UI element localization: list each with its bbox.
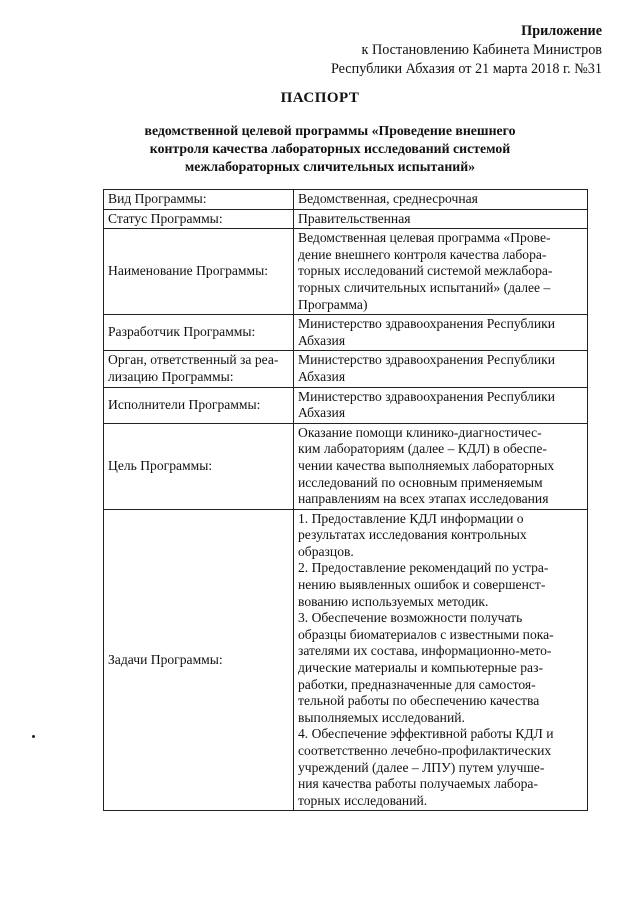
row-label: Статус Программы:	[104, 209, 294, 229]
row-value: Министерство здравоохранения Республики Абхазия	[294, 315, 588, 351]
task-item: 4. Обеспечение эффективной работы КДЛ и соответственно лечебно-профилактических учреждений (далее – ЛПУ) путем улучше- ния качества работы получаемых лабора- торных исследований.	[298, 726, 554, 808]
row-value: Ведомственная, среднесрочная	[294, 190, 588, 210]
appendix-header	[331, 22, 602, 79]
task-item: 1. Предоставление КДЛ информации о результатах исследования контрольных образцов.	[298, 510, 527, 559]
table-row	[104, 387, 588, 423]
task-item: 3. Обеспечение возможности получать образцы биоматериалов с известными пока- зателями их состава, информационно-мето- дические материалы и компьютерные раз- работки, предназначенные для самостоя- тельной работы по обеспечению качества выполняемых исследований.	[298, 610, 554, 725]
row-label: Цель Программы:	[104, 423, 294, 509]
document-subtitle: ведомственной целевой программы «Проведение внешнего контроля качества лабораторных исследований системой межлабораторных сличительных испытаний»	[144, 123, 516, 174]
scan-speck	[32, 735, 35, 738]
row-value: Министерство здравоохранения Республики Абхазия	[294, 387, 588, 423]
row-label: Исполнители Программы:	[104, 387, 294, 423]
table-row	[104, 190, 588, 210]
row-label: Разработчик Программы:	[104, 315, 294, 351]
passport-table	[103, 189, 588, 811]
row-value: Правительственная	[294, 209, 588, 229]
row-value: Оказание помощи клинико-диагностичес- ким лабораториям (далее – КДЛ) в обеспе- чении качества выполняемых лабораторных исследований по основным применяемым направлениям на всех этапах исследования	[294, 423, 588, 509]
table-row	[104, 229, 588, 315]
row-label: Орган, ответственный за реа- лизацию Программы:	[104, 351, 294, 387]
row-label: Наименование Программы:	[104, 229, 294, 315]
document-title: ПАСПОРТ	[280, 90, 360, 106]
table-row	[104, 509, 588, 811]
table-row	[104, 209, 588, 229]
tasks-cell	[294, 509, 588, 811]
task-item: 2. Предоставление рекомендаций по устра- нению выявленных ошибок и совершенст- вованию используемых методик.	[298, 560, 549, 609]
table-row	[104, 351, 588, 387]
appendix-label: Приложение	[521, 23, 602, 39]
table-row	[104, 423, 588, 509]
row-label: Вид Программы:	[104, 190, 294, 210]
row-value: Министерство здравоохранения Республики Абхазия	[294, 351, 588, 387]
row-label: Задачи Программы:	[104, 509, 294, 811]
appendix-line-1: к Постановлению Кабинета Министров	[361, 42, 602, 58]
appendix-line-2: Республики Абхазия от 21 марта 2018 г. №31	[330, 61, 602, 77]
table-row	[104, 315, 588, 351]
row-value: Ведомственная целевая программа «Прове- дение внешнего контроля качества лабора- торных исследований системой межлабора- торных сличительных испытаний» (далее – Программа)	[294, 229, 588, 315]
